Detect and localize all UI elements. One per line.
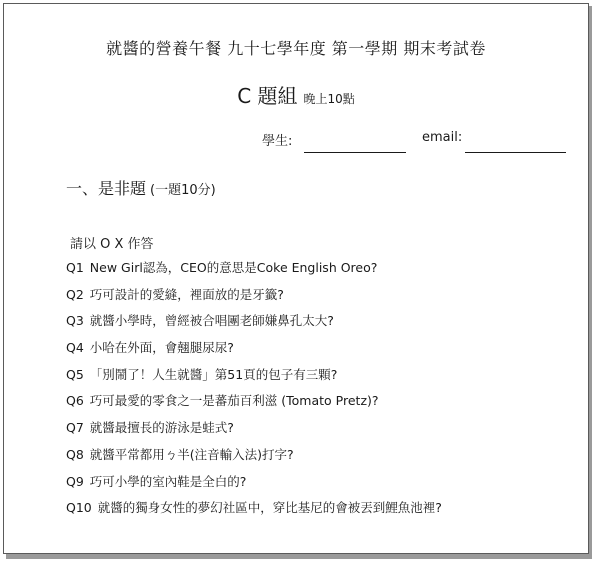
- question-item: [66, 472, 442, 499]
- exam-group: C 題組: [237, 84, 298, 108]
- question-item: [66, 498, 442, 525]
- question-number: Q7: [66, 420, 84, 436]
- question-number: Q6: [66, 393, 84, 409]
- question-text: New Girl認為，CEO的意思是Coke English Oreo?: [89, 260, 378, 275]
- exam-time-note: 晚上10點: [303, 92, 355, 106]
- question-text: 就醬最擅長的游泳是蛙式?: [89, 420, 234, 436]
- question-number: Q10: [66, 500, 92, 516]
- section-points: (一題10分): [150, 183, 216, 198]
- question-number: Q9: [66, 473, 84, 489]
- question-number: Q2: [66, 286, 84, 302]
- question-number: Q1: [66, 260, 84, 275]
- question-text: 小哈在外面，會翹腿尿尿?: [89, 340, 234, 356]
- exam-group-heading: [4, 80, 588, 109]
- question-item: [66, 258, 442, 285]
- question-item: [66, 391, 442, 418]
- question-item: [66, 445, 442, 472]
- section-heading: [66, 176, 216, 199]
- question-list: [66, 258, 442, 525]
- answer-instruction: 請以 O X 作答: [70, 237, 154, 252]
- question-item: [66, 418, 442, 445]
- question-text: 就醬的獨身女性的夢幻社區中，穿比基尼的會被丟到鯉魚池裡?: [97, 500, 442, 516]
- student-name-line: [304, 152, 406, 153]
- question-number: Q4: [66, 340, 84, 356]
- question-item: [66, 365, 442, 392]
- question-number: Q8: [66, 446, 84, 462]
- question-item: [66, 338, 442, 365]
- question-text: 巧可小學的室內鞋是全白的?: [89, 473, 247, 489]
- question-number: Q3: [66, 313, 84, 329]
- student-label: 學生:: [262, 134, 293, 149]
- question-item: [66, 285, 442, 312]
- question-item: [66, 311, 442, 338]
- question-text: 就醬平常都用ㄅ半(注音輸入法)打字?: [89, 446, 294, 462]
- question-text: 巧可最愛的零食之一是蕃茄百利滋 (Tomato Pretz)?: [89, 393, 379, 409]
- question-text: 巧可設計的愛縫，裡面放的是牙籤?: [89, 286, 284, 302]
- exam-paper: [3, 3, 589, 554]
- question-number: Q5: [66, 366, 84, 382]
- question-text: 就醬小學時，曾經被合唱團老師嫌鼻孔太大?: [89, 313, 334, 329]
- section-title: 一、是非題: [66, 179, 147, 198]
- exam-title: 就醬的營養午餐 九十七學年度 第一學期 期末考試卷: [106, 39, 486, 58]
- email-line: [465, 152, 566, 153]
- email-label: email:: [422, 130, 463, 145]
- question-text: 「別鬧了！人生就醬」第51頁的包子有三顆?: [89, 366, 338, 382]
